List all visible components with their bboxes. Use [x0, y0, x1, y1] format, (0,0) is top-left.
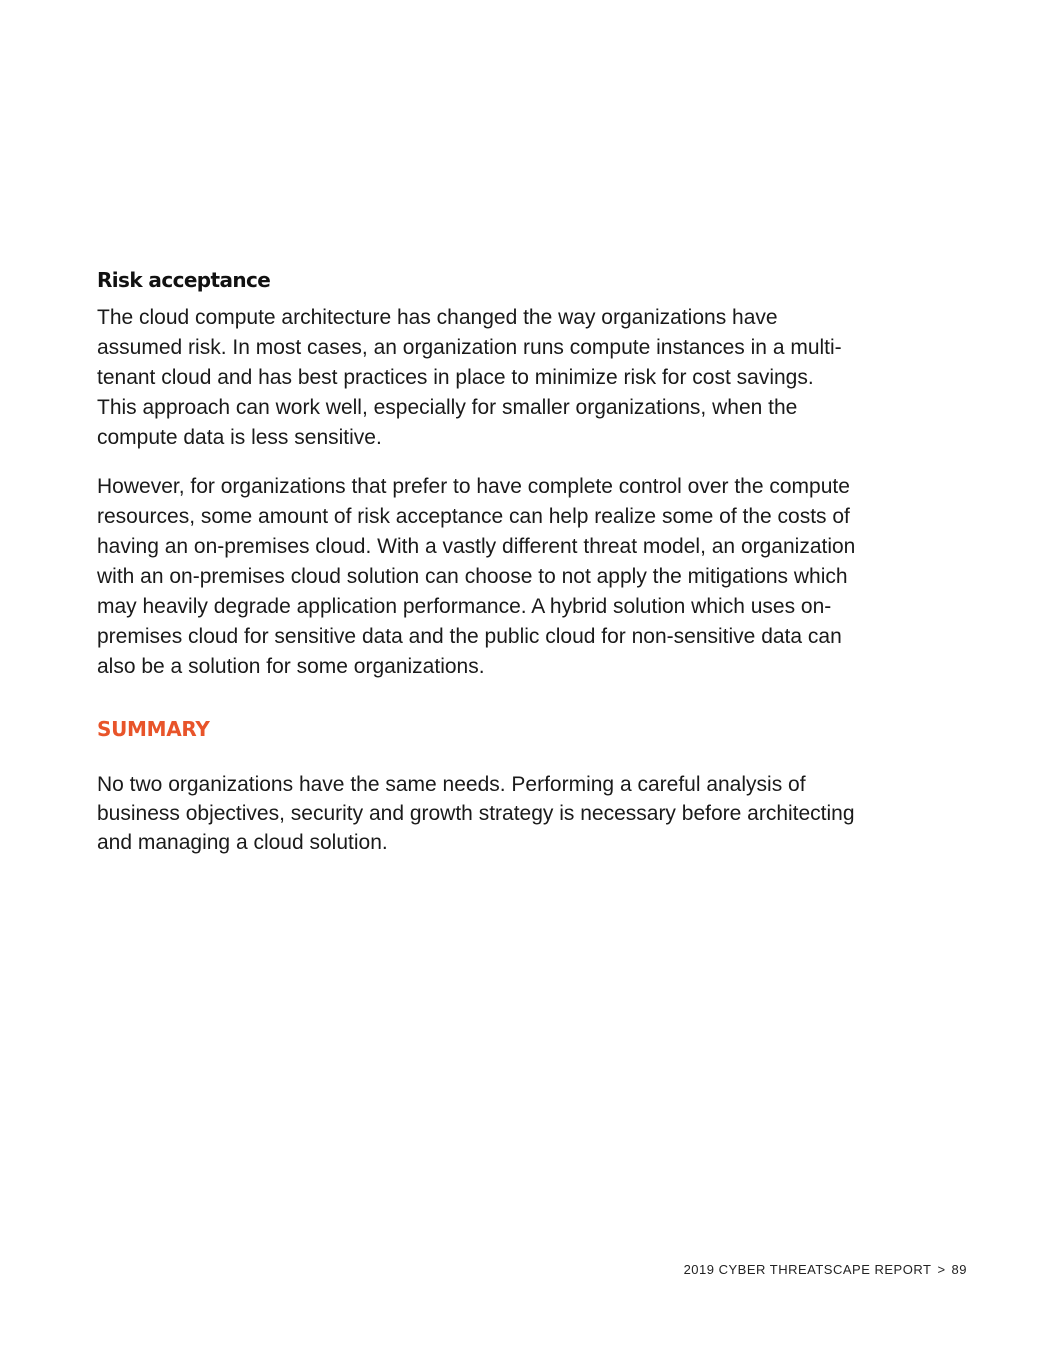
page-footer	[684, 1262, 967, 1277]
footer-page-number: 89	[951, 1262, 967, 1277]
risk-acceptance-heading: Risk acceptance	[97, 268, 271, 292]
footer-separator: >	[937, 1262, 946, 1277]
main-content	[97, 266, 857, 876]
risk-acceptance-paragraph-1: The cloud compute architecture has changed the way organizations have assumed risk. In most cases, an organization runs compute instances in a multi-tenant cloud and has best practices in place to minimize risk for cost savings. This approach can work well, especially for smaller organizations, when the compute data is less sensitive.	[97, 306, 842, 449]
summary-paragraph: No two organizations have the same needs. Performing a careful analysis of business objectives, security and growth strategy is necessary before architecting and managing a cloud solution.	[97, 773, 855, 854]
summary-heading: SUMMARY	[97, 717, 210, 741]
footer-report-title: 2019 CYBER THREATSCAPE REPORT	[683, 1262, 932, 1277]
risk-acceptance-paragraph-2: However, for organizations that prefer to have complete control over the compute resources, some amount of risk acceptance can help realize some of the costs of having an on-premises cloud. With a vastly different threat model, an organization with an on-premises cloud solution can choose to not apply the mitigations which may heavily degrade application performance. A hybrid solution which uses on-premises cloud for sensitive data and the public cloud for non-sensitive data can also be a solution for some organizations.	[97, 475, 856, 678]
